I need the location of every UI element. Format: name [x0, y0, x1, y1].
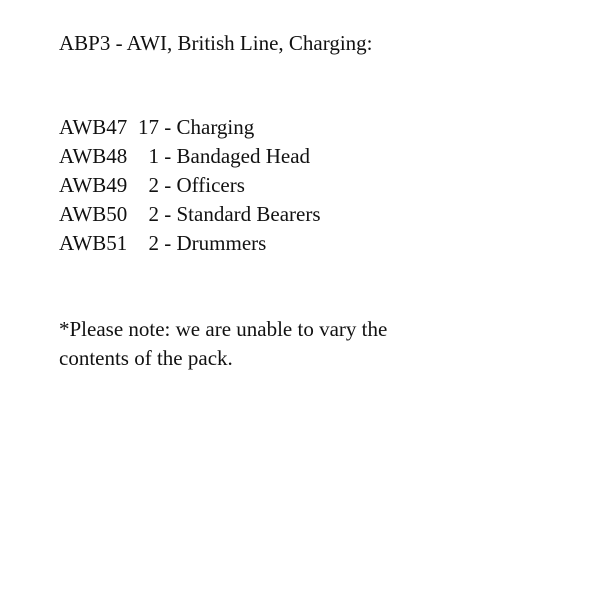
- item-code: AWB49: [59, 173, 128, 197]
- note-line: contents of the pack.: [59, 346, 233, 370]
- list-item: [59, 113, 539, 142]
- item-description: 2 - Standard Bearers: [138, 202, 321, 226]
- pack-contents-list: [59, 113, 539, 258]
- list-item: [59, 171, 539, 200]
- item-description: 17 - Charging: [138, 115, 255, 139]
- list-item: [59, 200, 539, 229]
- note-line: *Please note: we are unable to vary the: [59, 317, 388, 341]
- item-code: AWB51: [59, 231, 128, 255]
- item-code: AWB47: [59, 115, 128, 139]
- pack-note: [59, 315, 479, 373]
- item-description: 1 - Bandaged Head: [138, 144, 311, 168]
- pack-title: ABP3 - AWI, British Line, Charging:: [59, 31, 373, 55]
- item-description: 2 - Drummers: [138, 231, 267, 255]
- item-code: AWB50: [59, 202, 128, 226]
- list-item: [59, 142, 539, 171]
- item-code: AWB48: [59, 144, 128, 168]
- item-description: 2 - Officers: [138, 173, 245, 197]
- list-item: [59, 229, 539, 258]
